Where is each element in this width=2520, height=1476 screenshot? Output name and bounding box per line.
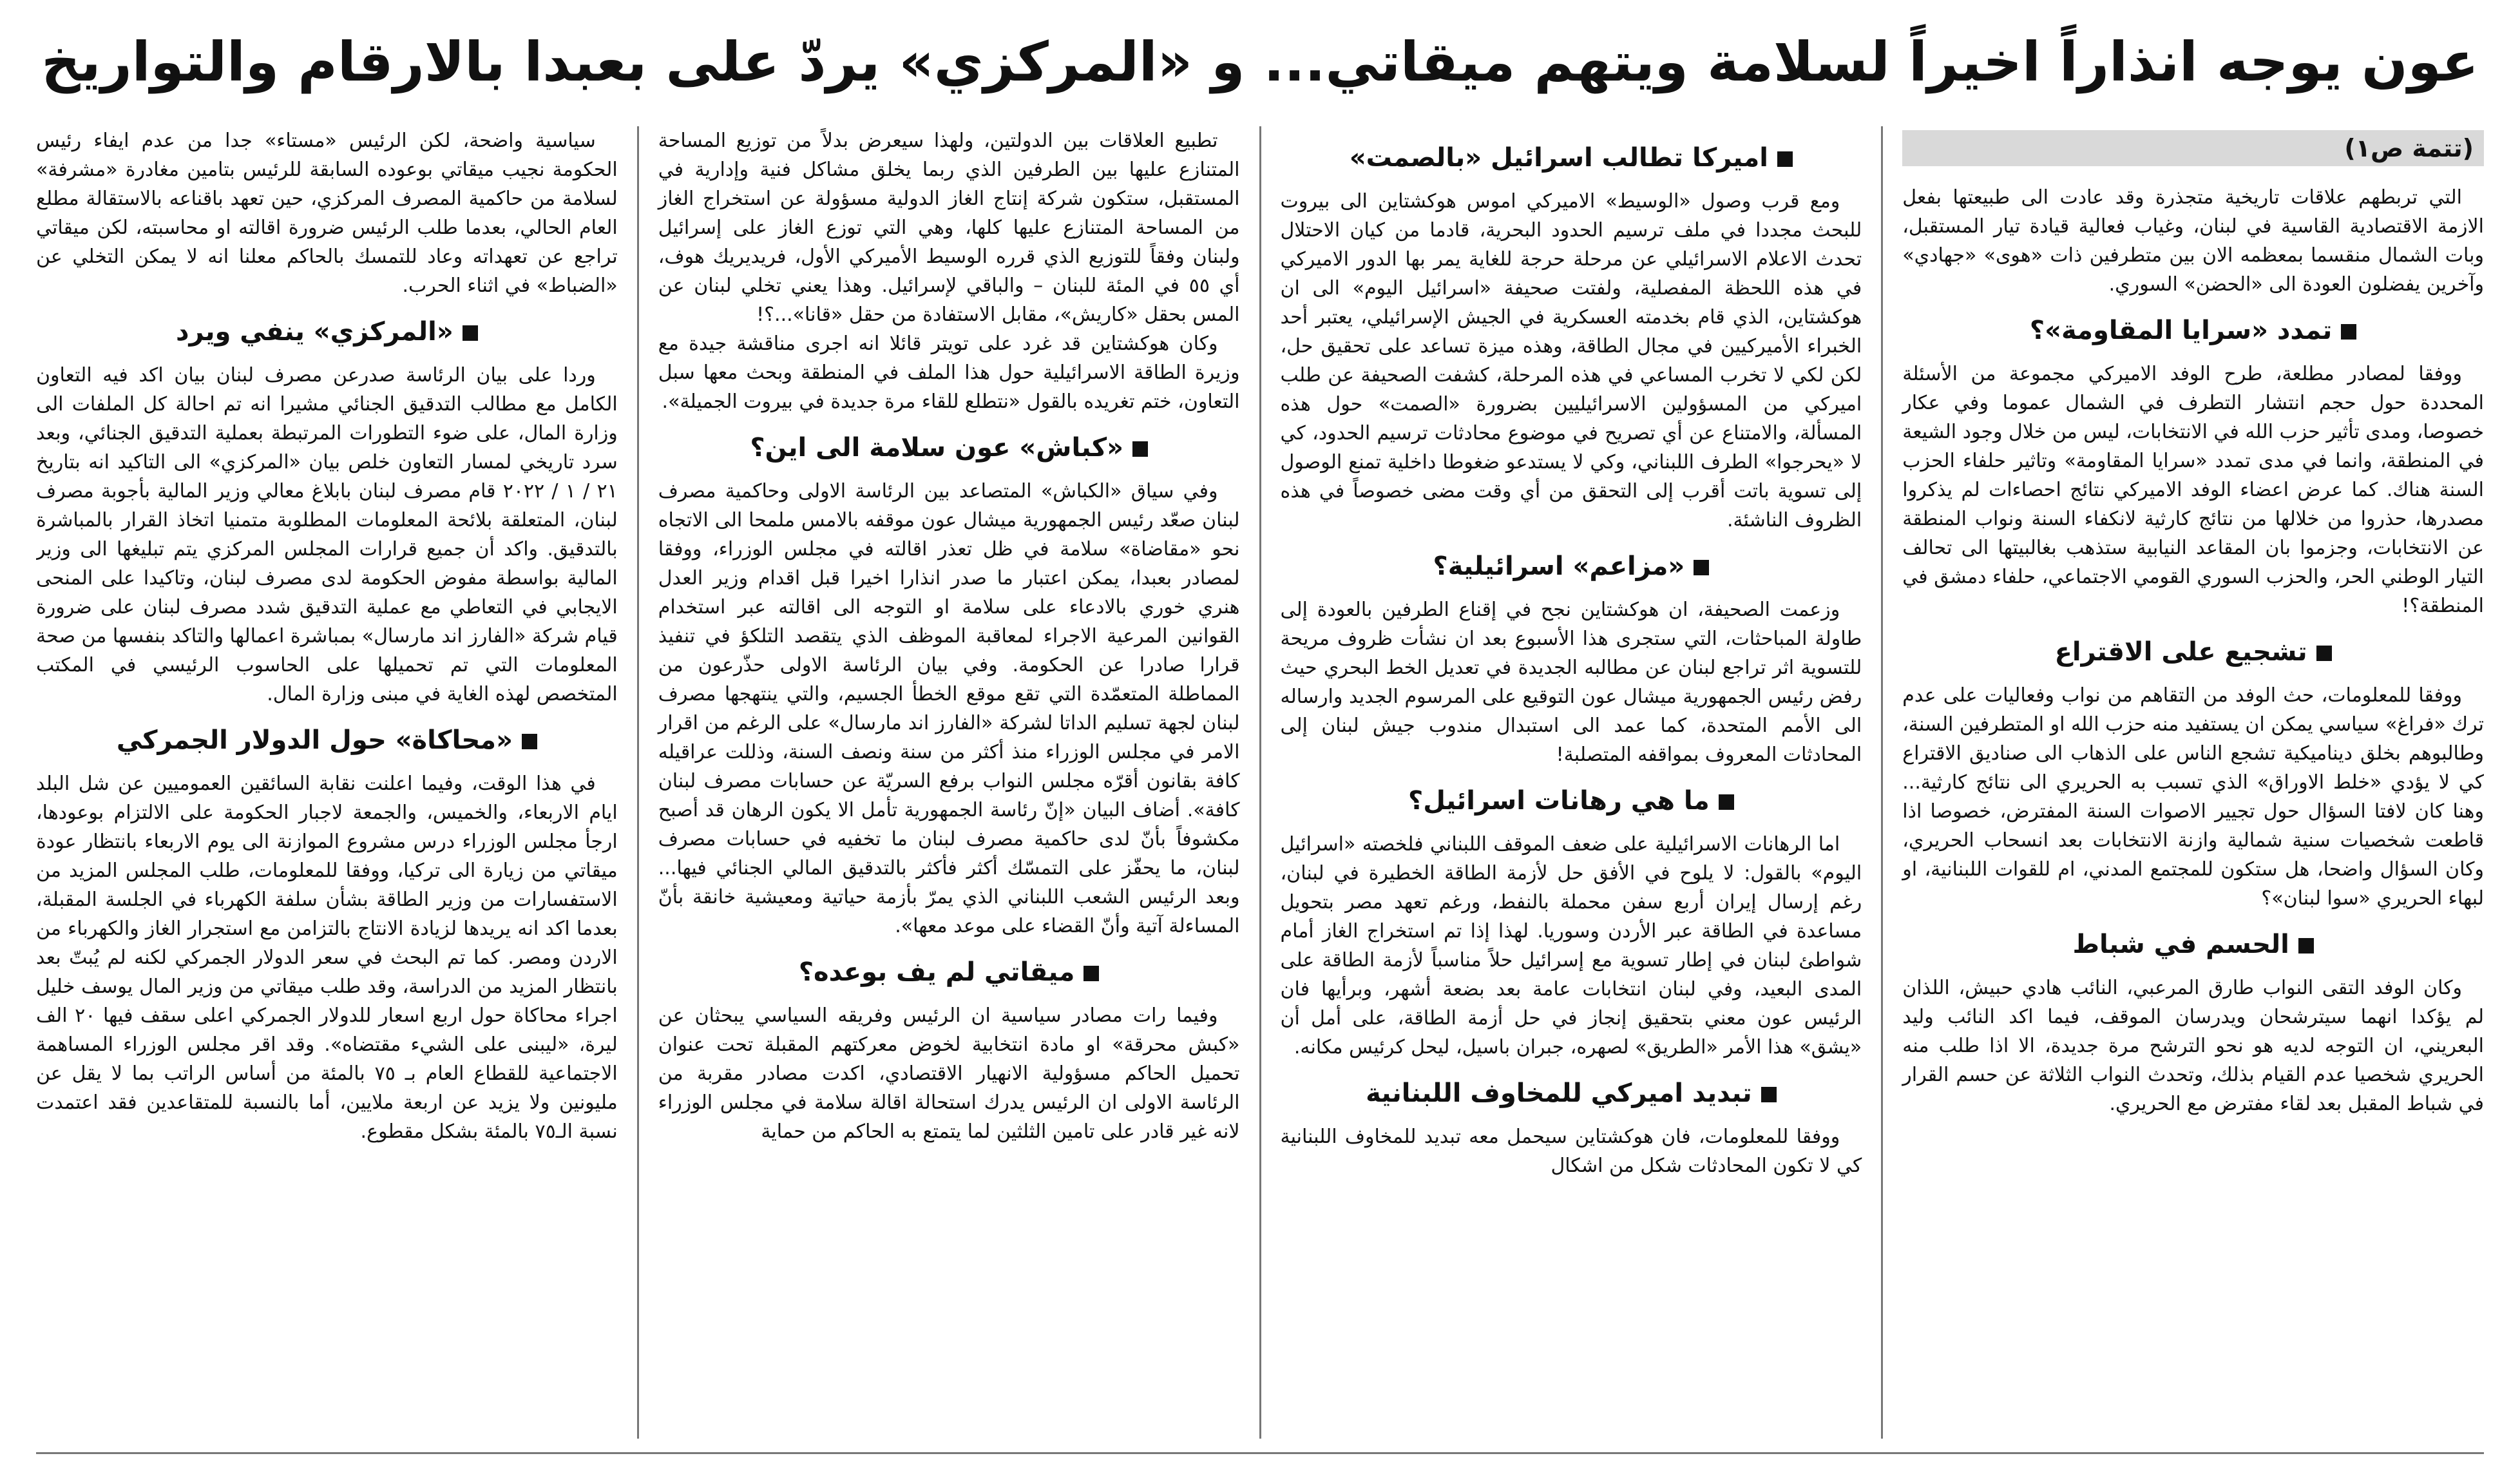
square-bullet-icon (2316, 646, 2332, 661)
section-subheading (1281, 548, 1862, 585)
subheading-text: «كباش» عون سلامة الى اين؟ (750, 433, 1123, 463)
square-bullet-icon (1694, 560, 1709, 575)
article-paragraph: وزعمت الصحيفة، ان هوكشتاين نجح في إقناع الطرفين بالعودة إلى طاولة المباحثات، التي ستجرى هذا الأسبوع بعد ان نشأت ظروف مريحة للتسوية اثر تراجع لبنان عن مطالبه الجديدة في تعديل الخط البحري حيث رفض رئيس الجمهورية ميشال عون التوقيع على المرسوم الجديد وارساله الى الأمم المتحدة، كما عمد الى استبدال مندوب جيش لبنان إلى المحادثات المعروف بمواقفه المتصلبة! (1280, 599, 1862, 766)
page-headline: عون يوجه انذاراً اخيراً لسلامة ويتهم ميقاتي... و «المركزي» يردّ على بعبدا بالارقام والتواريخ (41, 30, 2479, 93)
article-paragraph: ووفقا لمصادر مطلعة، طرح الوفد الاميركي مجموعة من الأسئلة المحددة حول حجم انتشار التطرف في الشمال عموما وفي عكار خصوصا، ومدى تأثير حزب الله في الانتخابات، ليس من خلال وجود الشيعة في المنطقة، وانما في مدى تمدد «سرايا المقاومة» وتاثير حلفاء الحزب السنة هناك. كما عرض اعضاء الوفد الاميركي نتائج احصاءات لم يذكروا مصدرها، حذروا من خلالها من نتائج كارثية لانكفاء السنة ونواب المنطقة عن الانتخابات، وجزموا بان المقاعد النيابية ستذهب بغالبيتها الى تحالف التيار الوطني الحر، والحزب السوري القومي الاجتماعي، حلفاء دمشق في المنطقة؟! (1902, 363, 2484, 617)
square-bullet-icon (1777, 151, 1793, 167)
subheading-text: اميركا تطالب اسرائيل «بالصمت» (1349, 143, 1768, 173)
subheading-text: تشجيع على الاقتراع (2054, 637, 2307, 667)
subheading-text: «محاكاة» حول الدولار الجمركي (116, 725, 513, 755)
article-column (639, 126, 1261, 1439)
square-bullet-icon (1761, 1087, 1777, 1102)
article-column (36, 126, 639, 1439)
subheading-text: ما هي رهانات اسرائيل؟ (1408, 786, 1710, 816)
subheading-text: ميقاتي لم يف بوعده؟ (798, 957, 1075, 987)
subheading-text: «المركزي» ينفي ويرد (176, 317, 453, 347)
article-paragraph: تطبيع العلاقات بين الدولتين، ولهذا سيعرض بدلاً من توزيع المساحة المتنازع عليها بين الطرفين الذي ربما يخلق مشاكل فنية وإدارية في المستقبل، ستكون شركة إنتاج الغاز الدولية مسؤولة عن استخراج الغاز من المساحة المتنازع عليها كلها، وهي التي توزع الغاز على إسرائيل ولبنان وفقاً للتوزيع الذي قرره الوسيط الأميركي الأول، فريديريك هوف، أي ٥٥ في المئة للبنان – والباقي لإسرائيل. وهذا يعني تخلي لبنان عن المس بحقل «كاريش»، مقابل الاستفادة من حقل «قانا»...؟! (658, 129, 1240, 326)
section-subheading (1281, 139, 1862, 177)
continued-from-page-label: (تتمة ص١) (1902, 130, 2484, 166)
subheading-text: الحسم في شباط (2072, 930, 2289, 959)
section-subheading (1281, 782, 1862, 819)
bottom-divider (36, 1452, 2484, 1454)
section-subheading (1281, 1075, 1862, 1112)
article-paragraph: ووفقا للمعلومات، فان هوكشتاين سيحمل معه تبديد للمخاوف اللبنانية كي لا تكون المحادثات شكل من اشكال (1280, 1126, 1862, 1177)
article-paragraph: في هذا الوقت، وفيما اعلنت نقابة السائقين العموميين عن شل البلد ايام الاربعاء، والخميس، والجمعة لاجبار الحكومة على الالتزام بوعودها، ارجأ مجلس الوزراء درس مشروع الموازنة الى يوم الاربعاء بانتظار عودة ميقاتي من زيارة الى تركيا، ووفقا للمعلومات، طلب المجلس المزيد من الاستفسارات من وزير الطاقة بشأن سلفة الكهرباء في الجلسة المقبلة، بعدما اكد انه يريدها لزيادة الانتاج بالتزامن مع استجرار الغاز والكهرباء من الاردن ومصر. كما تم البحث في سعر الدولار الجمركي لكنه لم يُبتّ بعد بانتظار المزيد من الدراسة، وقد طلب ميقاتي من وزير المال يوسف خليل اجراء محاكاة حول اربع اسعار للدولار الجمركي اعلى سقف فيها ٢٠ الف ليرة، «ليبنى على الشيء مقتضاه». وقد اقر مجلس الوزراء المساهمة الاجتماعية للقطاع العام بـ ٧٥ بالمئة من أساس الراتب بما لا يقل عن مليونين ولا يزيد عن اربعة ملايين، أما بالنسبة للمتقاعدين فقد اعتمدت نسبة الـ٧٥ بالمئة بشكل مقطوع. (36, 772, 618, 1143)
subheading-text: تمدد «سرايا المقاومة»؟ (2029, 316, 2333, 345)
square-bullet-icon (1719, 794, 1734, 810)
section-subheading (658, 954, 1240, 991)
square-bullet-icon (1132, 441, 1148, 457)
square-bullet-icon (1083, 966, 1099, 981)
article-paragraph: التي تربطهم علاقات تاريخية متجذرة وقد عادت الى طبيعتها بفعل الازمة الاقتصادية القاسية في لبنان، وغياب فعالية قيادة تيار المستقبل، وبات الشمال منقسما بمعظمه الان بين متطرفين ذات «هوى» «جهادي» وآخرين يفضلون العودة الى «الحضن» السوري. (1902, 186, 2484, 296)
article-columns (36, 126, 2484, 1439)
section-subheading (658, 429, 1240, 466)
square-bullet-icon (2341, 324, 2356, 340)
article-paragraph: وفيما رات مصادر سياسية ان الرئيس وفريقه السياسي يبحثان عن «كبش محرقة» او مادة انتخابية لخوض معركتهم المقبلة تحت عنوان تحميل الحاكم مسؤولية الانهيار الاقتصادي، اكدت مصادر مقربة من الرئاسة الاولى ان الرئيس يدرك استحالة اقالة سلامة في مجلس الوزراء لانه غير قادر على تامين الثلثين لما يتمتع به الحاكم من حماية (658, 1004, 1240, 1143)
section-subheading (1902, 312, 2484, 349)
article-paragraph: ووفقا للمعلومات، حث الوفد من التقاهم من نواب وفعاليات على عدم ترك «فراغ» سياسي يمكن ان يستفيد منه حزب الله او المتطرفين السنة، وطالبوهم بخلق ديناميكية تشجع الناس على الذهاب الى صناديق الاقتراع كي لا يؤدي «خلط الاوراق» الذي تسبب به الحريري الى نتائج كارثية... وهنا كان لافتا السؤال حول تجيير الاصوات السنة المفترض، خصوصا اذا قاطعت شخصيات سنية شمالية وازنة الانتخابات بعد انسحاب الحريري، وكان السؤال واضحا، هل ستكون للمجتمع المدني، ام للقوات اللبنانية، او لبهاء الحريري «سوا لبنان»؟ (1902, 684, 2484, 910)
article-column (1261, 126, 1884, 1439)
article-paragraph: اما الرهانات الاسرائيلية على ضعف الموقف اللبناني فلخصته «اسرائيل اليوم» بالقول: لا يلوح في الأفق حل لأزمة الطاقة الخطيرة في لبنان، رغم إرسال إيران أربع سفن محملة بالنفط، ورغم تعهد مصر بتحويل مساعدة في الطاقة عبر الأردن وسوريا. لهذا إذا تم استخراج الغاز أمام شواطئ لبنان في إطار تسوية مع إسرائيل حلاً مناسباً لأزمة الطاقة على المدى البعيد، وفي لبنان انتخابات عامة بعد بضعة أشهر، وبرأيها فان الرئيس عون معني بتحقيق إنجاز في حل أزمة الطاقة، على أمل أن «يشق» هذا الأمر «الطريق» لصهره، جبران باسيل، ليحل كرئيس مكانه. (1280, 833, 1862, 1059)
section-subheading (1902, 926, 2484, 963)
square-bullet-icon (463, 325, 478, 341)
article-paragraph: وكان هوكشتاين قد غرد على تويتر قائلا انه اجرى مناقشة جيدة مع وزيرة الطاقة الاسرائيلية حول هذا الملف في المنطقة وبحث معها سبل التعاون، ختم تغريده بالقول «نتطلع للقاء مرة جديدة في بيروت الجميلة». (658, 332, 1240, 413)
subheading-text: «مزاعم» اسرائيلية؟ (1433, 551, 1685, 581)
article-paragraph: ومع قرب وصول «الوسيط» الاميركي اموس هوكشتاين الى بيروت للبحث مجددا في ملف ترسيم الحدود البحرية، قادما من كيان الاحتلال تحدث الاعلام الاسرائيلي عن مرحلة حرجة للغاية يمر بها الدور الاميركي في هذه اللحظة المفصلية، ولفتت صحيفة «اسرائيل اليوم» الى ان هوكشتاين، الذي قام بخدمته العسكرية في الجيش الإسرائيلي، يعتبر أحد الخبراء الأميركيين في مجال الطاقة، وهذه ميزة تساعد على تحقيق حل، لكن لكي لا تخرب المساعي في هذه المرحلة، كشفت الصحيفة عن طلب اميركي من المسؤولين الاسرائيليين بضرورة «الصمت» حول هذه المسألة، والامتناع عن أي تصريح في موضوع محادثات ترسيم الحدود، كي لا «يحرجوا» الطرف اللبناني، وكي لا يستدعو ضغوطا داخلية تمنع الوصول إلى تسوية باتت أقرب إلى التحقق من أي وقت مضى خصوصاً في هذه الظروف الناشئة. (1280, 190, 1862, 532)
subheading-text: تبديد اميركي للمخاوف اللبنانية (1366, 1078, 1752, 1108)
article-paragraph: وكان الوفد التقى النواب طارق المرعبي، النائب هادي حبيش، اللذان لم يؤكدا انهما سيترشحان ويدرسان الموقف، فيما اكد النائب وليد البعريني، ان التوجه لديه هو نحو الترشح مرة جديدة، الا اذا طلب منه الحريري شخصيا عدم القيام بذلك، وتحدث النواب الثلاثة عن حسم القرار في شباط المقبل بعد لقاء مفترض مع الحريري. (1902, 977, 2484, 1115)
section-subheading (36, 313, 618, 350)
section-subheading (1902, 633, 2484, 671)
article-paragraph: وردا على بيان الرئاسة صدرعن مصرف لبنان بيان اكد فيه التعاون الكامل مع مطالب التدقيق الجنائي مشيرا انه تم احالة كل الملفات الى وزارة المال، على ضوء التطورات المرتبطة بعملية التدقيق الجنائي، وبعد سرد تاريخي لمسار التعاون خلص بيان «المركزي» الى التاكيد انه بتاريخ ٢١ / ١ / ٢٠٢٢ قام مصرف لبنان بابلاغ معالي وزير المالية بأجوبة مصرف لبنان، المتعلقة بلائحة المعلومات المطلوبة متمنيا اتخاذ القرار بالمباشرة بالتدقيق. واكد أن جميع قرارات المجلس المركزي يتم تبليغها الى وزير المالية بواسطة مفوض الحكومة لدى مصرف لبنان، وتاكيدا على المنحى الايجابي في التعاطي مع عملية التدقيق شدد مصرف لبنان على ضرورة قيام شركة «الفارز اند مارسال» بمباشرة اعمالها والتاكد بنفسها من صحة المعلومات التي تم تحميلها على الحاسوب الرئيسي في المكتب المتخصص لهذه الغاية في مبنى وزارة المال. (36, 364, 618, 705)
article-paragraph: سياسية واضحة، لكن الرئيس «مستاء» جدا من عدم ايفاء رئيس الحكومة نجيب ميقاتي بوعوده السابقة للرئيس بتامين مغادرة «مشرفة» لسلامة من حاكمية المصرف المركزي، حين تعهد باقناعه بالاستقالة مطلع العام الحالي، بعدما طلب الرئيس ضرورة اقالته او محاسبته، لكن ميقاتي تراجع عن تعهداته وعاد للتمسك بالحاكم معلنا انه لا يمكن التخلي عن «الضباط» في اثناء الحرب. (36, 129, 618, 297)
article-paragraph: وفي سياق «الكباش» المتصاعد بين الرئاسة الاولى وحاكمية مصرف لبنان صعّد رئيس الجمهورية ميشال عون موقفه بالامس ملمحا الى الاتجاه نحو «مقاضاة» سلامة في ظل تعذر اقالته في مجلس الوزراء، ووفقا لمصادر بعبدا، يمكن اعتبار ما صدر انذارا اخيرا قبل اقدام وزير العدل هنري خوري بالادعاء على سلامة او التوجه الى اقالته عبر استخدام القوانين المرعية الاجراء لمعاقبة الموظف الذي يتقصد التلكؤ في تنفيذ قرارا صادرا عن الحكومة. وفي بيان الرئاسة الاولى حذّرعون من المماطلة المتعمّدة التي تقع موقع الخطأ الجسيم، والتي ينتهجها مصرف لبنان لجهة تسليم الداتا لشركة «الفارز اند مارسال» على الرغم من اقرار الامر في مجلس الوزراء منذ أكثر من سنة ونصف السنة، وذللت عراقيله كافة بقانون أقرّه مجلس النواب برفع السريّة عن حسابات مصرف لبنان كافة». أضاف البيان «إنّ رئاسة الجمهورية تأمل الا يكون الرهان قد أصبح مكشوفاً بأنّ لدى حاكمية مصرف لبنان ما تخفيه في حسابات مصرف لبنان، ما يحفّز على التمسّك أكثر فأكثر بالتدقيق المالي الجنائي فيها... وبعد الرئيس الشعب اللبناني الذي يمرّ بأزمة حياتية ومعيشية خانقة بأنّ المساءلة آتية وأنّ القضاء على موعد معها». (658, 480, 1240, 937)
section-subheading (36, 722, 618, 759)
square-bullet-icon (2298, 938, 2314, 954)
article-column (1883, 126, 2484, 1439)
square-bullet-icon (522, 734, 537, 749)
